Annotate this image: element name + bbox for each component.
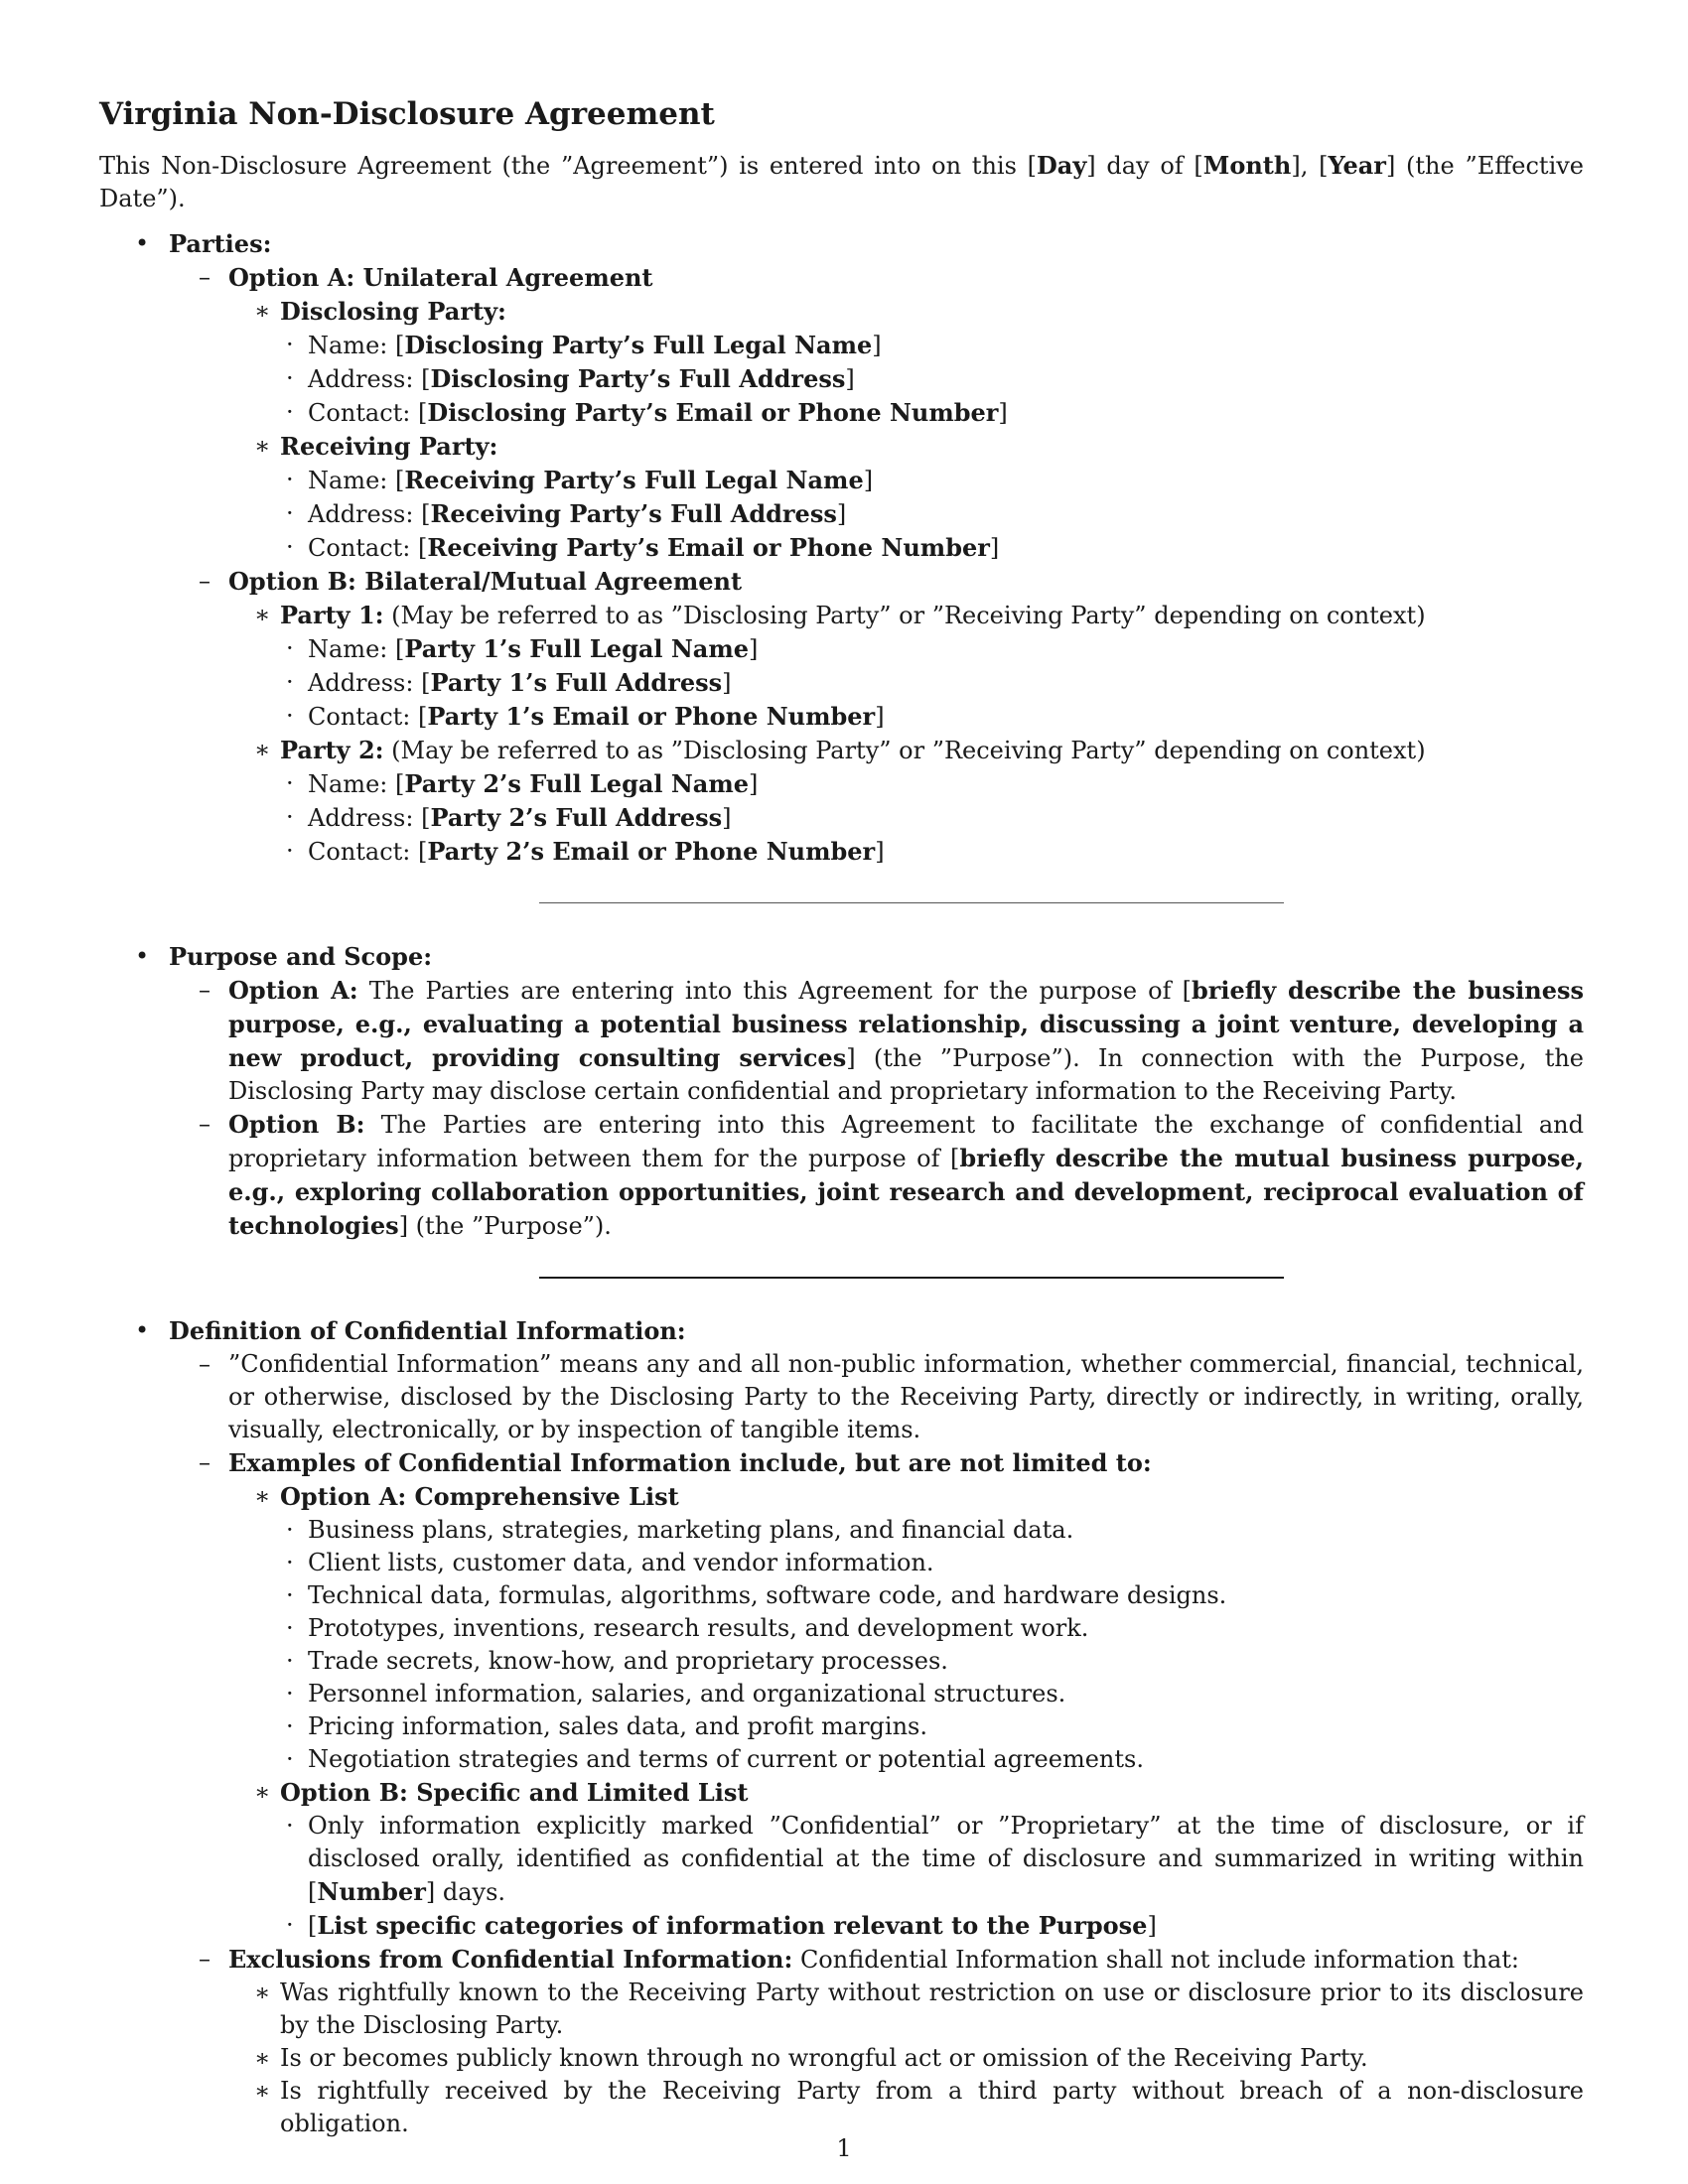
dash-icon: –	[199, 976, 211, 1004]
exclusion-item	[228, 1977, 1584, 2042]
field-placeholder: Disclosing Party’s Full Address	[430, 364, 846, 393]
purpose-placeholder: briefly describe the mutual business purpose, e.g., exploring collaboration opportunities, joint research and development, reciprocal evaluation of technologies	[228, 1144, 1584, 1240]
option-heading: Option A: Comprehensive List	[280, 1482, 679, 1511]
option-heading: Option A: Unilateral Agreement	[228, 263, 653, 292]
list-item	[280, 1579, 1584, 1612]
dot-icon: ·	[286, 1911, 294, 1939]
field-label: Address:	[308, 669, 422, 697]
dot-icon: ·	[286, 1647, 294, 1675]
asterisk-icon: ∗	[254, 1778, 271, 1806]
definition-meaning	[169, 1348, 1584, 1446]
list-item-text: Trade secrets, know-how, and proprietary processes.	[308, 1647, 948, 1675]
exclusion-text: Was rightfully known to the Receiving Party without restriction on use or disclosure prior to its disclosure by the Disclosing Party.	[280, 1979, 1584, 2039]
asterisk-icon: ∗	[254, 432, 271, 460]
asterisk-icon: ∗	[254, 2077, 271, 2105]
exclusions-label: Exclusions from Confidential Information:	[228, 1945, 793, 1974]
field-address: · Address: [Party 2’s Full Address]	[286, 803, 732, 832]
list-item-text: Prototypes, inventions, research results, and development work.	[308, 1614, 1089, 1642]
dot-icon: ·	[286, 499, 294, 527]
exclusions-text: Confidential Information shall not include information that:	[792, 1946, 1519, 1974]
document-title: Virginia Non-Disclosure Agreement	[99, 96, 715, 132]
field-name: · Name: [Receiving Party’s Full Legal Name]	[286, 466, 874, 494]
party-1	[228, 599, 1584, 734]
dash-icon: –	[199, 263, 211, 291]
section-heading: Parties:	[169, 229, 272, 258]
list-item-text: Technical data, formulas, algorithms, software code, and hardware designs.	[308, 1581, 1227, 1609]
option-label: Option A:	[228, 976, 358, 1005]
field-label: Address:	[308, 804, 422, 832]
dot-icon: ·	[286, 668, 294, 696]
option-heading: Option B: Specific and Limited List	[280, 1778, 749, 1807]
dash-icon: –	[199, 567, 211, 595]
field-label: Name:	[308, 770, 395, 798]
dot-icon: ·	[286, 1549, 294, 1576]
field-address: · Address: [Disclosing Party’s Full Address]	[286, 364, 855, 393]
asterisk-icon: ∗	[254, 297, 271, 325]
field-contact: · Contact: [Disclosing Party’s Email or Phone Number]	[286, 398, 1008, 427]
bullet-icon: •	[135, 1316, 150, 1344]
field-label: Name:	[308, 332, 395, 359]
section-divider	[169, 1243, 1584, 1314]
field-placeholder: Receiving Party’s Full Legal Name	[404, 466, 864, 494]
field-name: · Name: [Disclosing Party’s Full Legal Name]	[286, 331, 882, 359]
exclusion-text: Is or becomes publicly known through no wrongful act or omission of the Receiving Party.	[280, 2044, 1368, 2072]
party-note: (May be referred to as ”Disclosing Party” or ”Receiving Party” depending on context)	[383, 602, 1426, 629]
party-note: (May be referred to as ”Disclosing Party” or ”Receiving Party” depending on context)	[383, 737, 1426, 764]
party-heading: Party 1:	[280, 601, 384, 629]
field-name: · Name: [Party 2’s Full Legal Name]	[286, 769, 759, 798]
list-item-text: Personnel information, salaries, and organizational structures.	[308, 1680, 1066, 1707]
dot-icon: ·	[286, 702, 294, 730]
disclosing-party	[228, 295, 1584, 430]
dot-icon: ·	[286, 634, 294, 662]
dot-icon: ·	[286, 803, 294, 831]
intro-text: ], [	[1291, 152, 1329, 180]
list-item	[280, 1514, 1584, 1547]
bullet-icon: •	[135, 229, 150, 257]
party-heading: Party 2:	[280, 736, 384, 764]
option-text: ] (the ”Purpose”). In connection with the Purpose, the Disclosing Party may disclose certain confidential and proprietary information to the Receiving Party.	[228, 1044, 1585, 1105]
field-label: Address:	[308, 500, 422, 528]
dash-icon: –	[199, 1350, 211, 1378]
day-placeholder: Day	[1036, 151, 1087, 180]
dash-icon: –	[199, 1945, 211, 1973]
asterisk-icon: ∗	[254, 2044, 271, 2072]
year-placeholder: Year	[1328, 151, 1386, 180]
number-placeholder: Number	[317, 1877, 426, 1906]
dot-icon: ·	[286, 331, 294, 358]
option-heading: Option B: Bilateral/Mutual Agreement	[228, 567, 743, 596]
dot-icon: ·	[286, 837, 294, 865]
field-label: Address:	[308, 365, 422, 393]
field-name: · Name: [Party 1’s Full Legal Name]	[286, 634, 759, 663]
dot-icon: ·	[286, 364, 294, 392]
field-label: Name:	[308, 635, 395, 663]
list-item-text: ]	[1147, 1912, 1157, 1940]
party-2	[228, 734, 1584, 869]
dot-icon: ·	[286, 1680, 294, 1707]
section-heading: Definition of Confidential Information:	[169, 1316, 686, 1345]
list-item-text: Only information explicitly marked ”Confidential” or ”Proprietary” at the time of disclosure, or if disclosed orally, identified as confidential at the time of disclosure and summarized in writing within [	[308, 1812, 1584, 1906]
dot-icon: ·	[286, 533, 294, 561]
document-page	[99, 95, 1584, 2140]
list-item	[280, 1909, 1584, 1943]
list-item-text: Pricing information, sales data, and profit margins.	[308, 1712, 927, 1740]
section-heading: Purpose and Scope:	[169, 942, 433, 971]
field-placeholder: Disclosing Party’s Full Legal Name	[404, 331, 873, 359]
field-placeholder: Disclosing Party’s Email or Phone Number	[427, 398, 999, 427]
categories-placeholder: List specific categories of information relevant to the Purpose	[317, 1911, 1148, 1940]
dot-icon: ·	[286, 769, 294, 797]
asterisk-icon: ∗	[254, 601, 271, 628]
exclusion-item	[228, 2042, 1584, 2075]
dot-icon: ·	[286, 1516, 294, 1544]
option-text: ] (the ”Purpose”).	[398, 1212, 612, 1240]
examples-heading: Examples of Confidential Information include, but are not limited to:	[228, 1448, 1152, 1477]
field-label: Name:	[308, 467, 395, 494]
section-divider	[169, 869, 1584, 940]
intro-paragraph	[99, 149, 1584, 215]
list-item-text: Client lists, customer data, and vendor information.	[308, 1549, 934, 1576]
field-placeholder: Receiving Party’s Email or Phone Number	[427, 533, 990, 562]
field-contact: · Contact: [Party 2’s Email or Phone Number]	[286, 837, 885, 866]
page-number: 1	[836, 2134, 852, 2162]
exclusion-item	[228, 2075, 1584, 2140]
field-placeholder: Party 1’s Email or Phone Number	[427, 702, 876, 731]
definition-exclusions	[169, 1943, 1584, 2140]
field-placeholder: Receiving Party’s Full Address	[430, 499, 837, 528]
dot-icon: ·	[286, 1712, 294, 1740]
document-body	[99, 149, 1584, 2140]
horizontal-rule	[539, 1277, 1284, 1279]
definition-text: ”Confidential Information” means any and all non-public information, whether commercial, financial, technical, or otherwise, disclosed by the Disclosing Party to the Receiving Party, directly or indirectly, in writing, orally, visually, electronically, or by inspection of tangible items.	[228, 1350, 1584, 1443]
field-label: Contact:	[308, 399, 419, 427]
list-item	[280, 1645, 1584, 1678]
purpose-option-b	[169, 1108, 1584, 1243]
list-item-text: ] days.	[425, 1878, 506, 1906]
field-label: Contact:	[308, 534, 419, 562]
option-text: The Parties are entering into this Agreement for the purpose of [	[357, 977, 1192, 1005]
parties-option-a	[169, 261, 1584, 565]
list-item	[280, 1810, 1584, 1909]
exclusion-text: Is rightfully received by the Receiving Party from a third party without breach of a non-disclosure obligation.	[280, 2077, 1584, 2137]
list-item	[280, 1710, 1584, 1743]
dot-icon: ·	[286, 398, 294, 426]
bullet-icon: •	[135, 942, 150, 970]
field-label: Contact:	[308, 703, 419, 731]
intro-text: ] (the ”Effective Date”).	[99, 152, 1585, 212]
asterisk-icon: ∗	[254, 1482, 271, 1510]
dot-icon: ·	[286, 466, 294, 493]
list-item-text: Business plans, strategies, marketing plans, and financial data.	[308, 1516, 1074, 1544]
field-contact: · Contact: [Party 1’s Email or Phone Number]	[286, 702, 885, 731]
option-text: The Parties are entering into this Agreement to facilitate the exchange of confidential and proprietary information between them for the purpose of [	[228, 1111, 1584, 1172]
section-parties	[99, 227, 1584, 940]
dot-icon: ·	[286, 1812, 294, 1840]
field-contact: · Contact: [Receiving Party’s Email or Phone Number]	[286, 533, 1000, 562]
dot-icon: ·	[286, 1614, 294, 1642]
list-item	[280, 1547, 1584, 1579]
dot-icon: ·	[286, 1745, 294, 1773]
receiving-party	[228, 430, 1584, 565]
intro-text: ] day of [	[1086, 152, 1203, 180]
field-placeholder: Party 2’s Full Legal Name	[404, 769, 750, 798]
dash-icon: –	[199, 1448, 211, 1476]
field-label: Contact:	[308, 838, 419, 866]
asterisk-icon: ∗	[254, 736, 271, 763]
list-item	[280, 1612, 1584, 1645]
list-item	[280, 1678, 1584, 1710]
examples-option-a	[228, 1480, 1584, 1776]
examples-option-b	[228, 1776, 1584, 1943]
section-purpose	[99, 940, 1584, 1314]
dash-icon: –	[199, 1110, 211, 1138]
purpose-option-a	[169, 974, 1584, 1108]
parties-option-b	[169, 565, 1584, 869]
field-address: · Address: [Receiving Party’s Full Address]	[286, 499, 847, 528]
field-placeholder: Party 2’s Email or Phone Number	[427, 837, 876, 866]
list-item-text: Negotiation strategies and terms of current or potential agreements.	[308, 1745, 1144, 1773]
party-heading: Disclosing Party:	[280, 297, 506, 326]
list-item-text: [	[308, 1912, 318, 1940]
intro-text: This Non-Disclosure Agreement (the ”Agreement”) is entered into on this [	[99, 152, 1037, 180]
field-placeholder: Party 1’s Full Legal Name	[404, 634, 750, 663]
definition-examples	[169, 1446, 1584, 1943]
purpose-placeholder: briefly describe the business purpose, e.g., evaluating a potential business relationship, discussing a joint venture, developing a new product, providing consulting services	[228, 976, 1585, 1072]
asterisk-icon: ∗	[254, 1979, 271, 2006]
month-placeholder: Month	[1202, 151, 1292, 180]
horizontal-rule	[539, 902, 1284, 903]
dot-icon: ·	[286, 1581, 294, 1609]
field-placeholder: Party 2’s Full Address	[430, 803, 723, 832]
list-item	[280, 1743, 1584, 1776]
field-placeholder: Party 1’s Full Address	[430, 668, 723, 697]
option-label: Option B:	[228, 1110, 365, 1139]
field-address: · Address: [Party 1’s Full Address]	[286, 668, 732, 697]
party-heading: Receiving Party:	[280, 432, 498, 461]
section-definition	[99, 1314, 1584, 2140]
